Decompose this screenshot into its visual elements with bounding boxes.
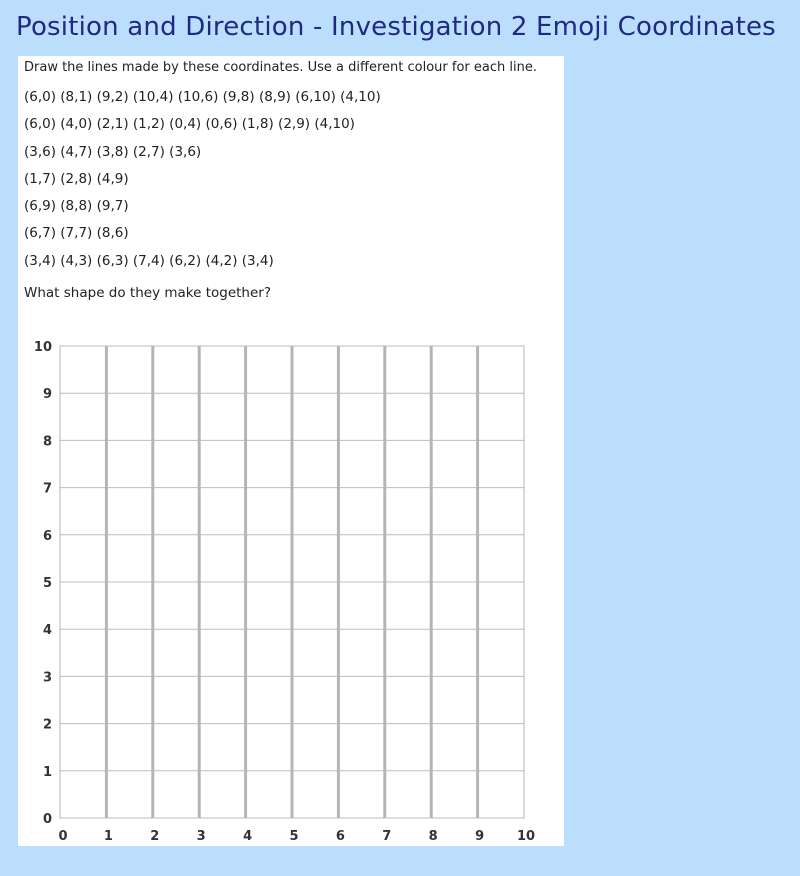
x-tick-label: 7 xyxy=(382,829,392,844)
coordinate-line: (6,0) (4,0) (2,1) (1,2) (0,4) (0,6) (1,8) (2,9) (4,10) xyxy=(24,116,355,133)
coordinate-line: (6,9) (8,8) (9,7) xyxy=(24,198,129,215)
x-tick-label: 4 xyxy=(243,829,253,844)
y-tick-label: 4 xyxy=(42,623,52,639)
x-tick-label: 9 xyxy=(475,829,485,844)
x-tick-label: 0 xyxy=(58,829,68,844)
x-tick-label: 10 xyxy=(516,829,536,844)
y-tick-label: 1 xyxy=(42,764,52,780)
x-tick-label: 3 xyxy=(196,829,206,844)
coordinate-line: (1,7) (2,8) (4,9) xyxy=(24,170,129,187)
y-tick-label: 8 xyxy=(42,434,52,450)
y-tick-label: 0 xyxy=(42,812,52,827)
x-tick-label: 2 xyxy=(150,829,160,844)
y-tick-label: 3 xyxy=(42,670,52,686)
y-tick-label: 7 xyxy=(42,481,52,497)
coordinate-grid xyxy=(18,56,564,846)
x-tick-label: 8 xyxy=(428,829,438,844)
y-tick-label: 2 xyxy=(42,717,52,733)
instruction-text: Draw the lines made by these coordinates. Use a different colour for each line. xyxy=(24,60,537,75)
question-text: What shape do they make together? xyxy=(24,285,272,301)
x-tick-label: 1 xyxy=(103,829,113,844)
coordinate-line: (3,6) (4,7) (3,8) (2,7) (3,6) xyxy=(24,143,202,160)
y-tick-label: 5 xyxy=(42,576,52,591)
coordinate-line: (3,4) (4,3) (6,3) (7,4) (6,2) (4,2) (3,4) xyxy=(24,252,274,269)
y-tick-label: 10 xyxy=(33,340,52,355)
coordinate-line: (6,7) (7,7) (8,6) xyxy=(24,225,129,242)
y-tick-label: 9 xyxy=(42,387,52,403)
coordinate-line: (6,0) (8,1) (9,2) (10,4) (10,6) (9,8) (8,9) (6,10) (4,10) xyxy=(24,89,381,105)
x-tick-label: 5 xyxy=(289,829,299,844)
x-tick-label: 6 xyxy=(335,829,345,844)
page-title: Position and Direction - Investigation 2 Emoji Coordinates xyxy=(16,12,776,42)
y-tick-label: 6 xyxy=(42,528,52,544)
worksheet xyxy=(18,56,564,846)
